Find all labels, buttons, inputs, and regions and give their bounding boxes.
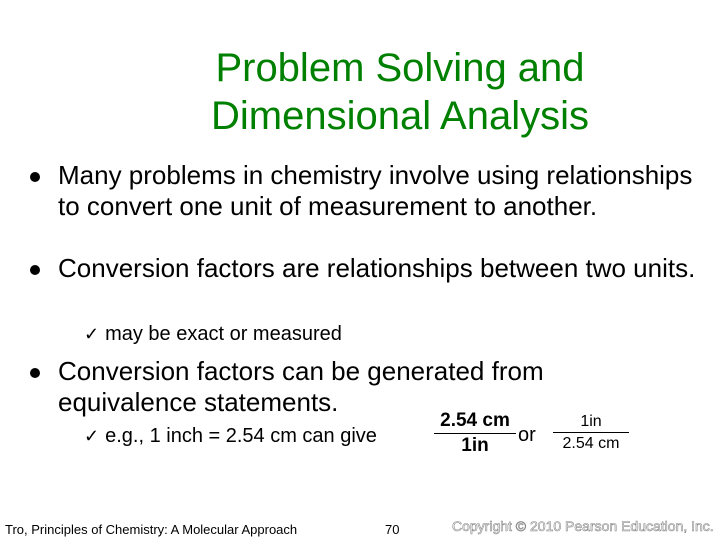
bullet-icon — [30, 265, 40, 275]
fraction-cm-per-in — [434, 410, 516, 457]
page-number: 70 — [385, 522, 400, 537]
footer-source: Tro, Principles of Chemistry: A Molecular Approach — [5, 522, 298, 537]
bullet-1: Many problems in chemistry involve using relationships to convert one unit of measurement to another. — [58, 160, 693, 221]
bullet-icon — [30, 172, 40, 182]
fraction-in-per-cm — [553, 412, 629, 453]
check-icon: ✓ — [84, 426, 100, 446]
fraction-2-denominator: 2.54 cm — [562, 435, 620, 452]
fraction-2-bar — [553, 432, 629, 433]
subbullet-1-text: may be exact or measured — [105, 323, 342, 345]
bullet-2: Conversion factors are relationships between two units. — [58, 253, 696, 283]
fraction-1-bar — [434, 433, 516, 434]
bullet-3: Conversion factors can be generated from equivalence statements. — [58, 356, 544, 417]
bullet-icon — [30, 368, 40, 378]
subbullet-1 — [84, 322, 342, 346]
fraction-1-denominator: 1in — [461, 435, 489, 456]
title-line-2: Dimensional Analysis — [211, 94, 589, 138]
copyright-notice: Copyright © 2010 Pearson Education, Inc. — [452, 518, 714, 534]
fraction-2-numerator: 1in — [580, 413, 602, 430]
check-icon: ✓ — [84, 324, 100, 344]
subbullet-2-text: e.g., 1 inch = 2.54 cm can give — [105, 425, 377, 447]
title-line-1: Problem Solving and — [215, 46, 585, 90]
fraction-1-numerator: 2.54 cm — [440, 410, 510, 431]
subbullet-2 — [84, 424, 377, 448]
slide-title — [0, 44, 720, 140]
or-connector: or — [518, 424, 536, 446]
